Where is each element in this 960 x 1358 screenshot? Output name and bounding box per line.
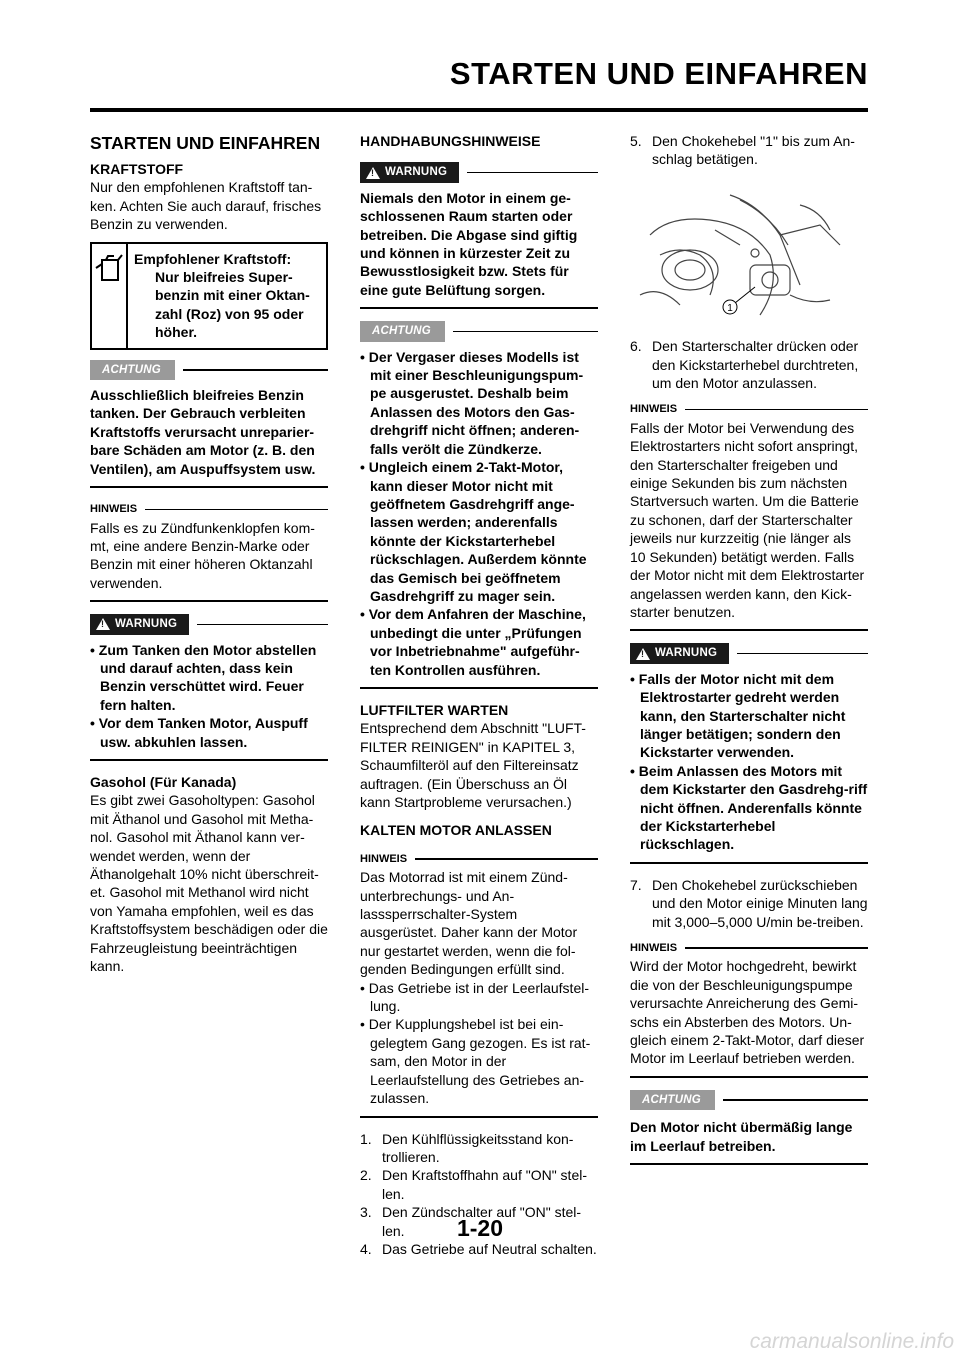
step-text: Den Chokehebel "1" bis zum An-schlag betätigen. — [652, 133, 855, 168]
page-header — [0, 0, 960, 115]
gasohol-text: Es gibt zwei Gasoholtypen: Gasohol mit Äthanol und Gasohol mit Metha-nol. Gasohol mit Äthanol kann ver-wendet werden, wenn der Äthanolgehalt 10% nicht überschreit-et. Gasohol mit Methanol wird nicht von Yamaha empfohlen, weil es das Kraftstoffsystem beschädigen oder die Fahrzeugleistung beeinträchtigen kann. — [90, 792, 328, 975]
warnung-item: • Vor dem Tanken Motor, Auspuff usw. abkuhlen lassen. — [90, 715, 308, 750]
warnung-tag — [90, 614, 189, 634]
warnung-item: • Zum Tanken den Motor abstellen und darauf achten, dass kein Benzin verschüttet wird. Feuer fern halten. — [90, 641, 317, 713]
divider — [360, 307, 598, 309]
hinweis-tag: HINWEIS — [630, 403, 678, 416]
fuel-spec-label: Empfohlener Kraftstoff: — [134, 250, 292, 267]
column-1 — [90, 132, 328, 975]
step-item — [360, 1240, 598, 1258]
divider — [630, 629, 868, 631]
handhabung-heading: HANDHABUNGSHINWEISE — [360, 133, 541, 149]
step-text: Den Starterschalter drücken oder den Kickstarterhebel durchtreten, um den Motor anzulassen. — [652, 338, 859, 392]
achtung-item: • Vor dem Anfahren der Maschine, unbedingt die unter „Prüfungen vor Inbetriebnahme" aufgeführ-ten Kontrollen ausführen. — [360, 606, 586, 678]
divider — [90, 486, 328, 488]
rule — [737, 653, 868, 655]
step-item — [630, 132, 868, 169]
kraftstoff-text: Nur den empfohlenen Kraftstoff tan-ken. Achten Sie auch darauf, frisches Benzin zu verwenden. — [90, 179, 322, 233]
rule — [685, 947, 868, 949]
hinweis-text: Falls es zu Zündfunkenklopfen kom-mt, eine andere Benzin-Marke oder Benzin mit einer höheren Oktanzahl verwenden. — [90, 519, 315, 591]
achtung-header — [360, 321, 598, 341]
luftfilter-text: Entsprechend dem Abschnitt "LUFT-FILTER REINIGEN" in KAPITEL 3, Schaumfilteröl auf den Filtereinsatz auftragen. (Ein Überschuss an Öl kann Startprobleme verursachen.) — [360, 720, 586, 810]
step-number: 7. — [630, 876, 642, 893]
step-text: Das Getriebe auf Neutral schalten. — [382, 1240, 597, 1257]
divider — [360, 1116, 598, 1118]
divider — [630, 1076, 868, 1078]
achtung-header — [90, 360, 328, 380]
hinweis-text: Das Motorrad ist mit einem Zünd-unterbrechungs- und An-lasssperrschalter-System ausgerüstet. Daher kann der Motor nur gestartet werden, wenn die fol-genden Bedingungen erfüllt sind. — [360, 869, 578, 978]
fuel-spec-value: Nur bleifreies Super-benzin mit einer Oktan-zahl (Roz) von 95 oder höher. — [155, 269, 310, 341]
warnung-header — [630, 643, 868, 663]
page-number: 1-20 — [456, 1215, 504, 1241]
warnung-label: WARNUNG — [115, 618, 178, 631]
hinweis-text: Falls der Motor bei Verwendung des Elektrostarters nicht sofort anspringt, den Starterschalter freigeben und einige Sekunden bis zum nächsten Startversuch warten. Um die Batterie zu schonen, darf der Starterschalter jeweils nur kurzzeitig (nie länger als 10 Sekunden) betätigt werden. Falls der Motor nicht mit dem Elektrostarter angelassen werden kann, den Kick-starter benutzen. — [630, 419, 865, 620]
rule — [145, 509, 328, 511]
achtung-header — [630, 1090, 868, 1110]
warning-triangle-icon — [366, 167, 380, 179]
step-item — [360, 1130, 598, 1167]
kraftstoff-heading: KRAFTSTOFF — [90, 161, 184, 177]
step-number: 4. — [360, 1240, 372, 1257]
divider — [90, 600, 328, 602]
hinweis-item: • Das Getriebe ist in der Leerlaufstel-lung. — [360, 979, 590, 1015]
warnung-header — [360, 162, 598, 182]
achtung-item: • Der Vergaser dieses Modells ist mit einer Beschleunigungspum-pe ausgerustet. Deshalb beim Anlassen des Motors den Gas-drehgriff nicht öffnen; anderen-falls verölt die Zündkerze. — [360, 348, 584, 457]
warnung-label: WARNUNG — [385, 166, 448, 179]
luftfilter-heading: LUFTFILTER WARTEN — [360, 701, 509, 718]
warnung-text: Niemals den Motor in einem ge-schlossenen Raum starten oder betreiben. Die Abgase sind giftig und können in kürzester Zeit zu Bewusstlosigkeit bzw. Stets für eine gute Belüftung sorgen. — [360, 189, 578, 298]
hinweis-header — [630, 400, 868, 418]
step-text: Den Zündschalter auf "ON" stel-len. — [382, 1204, 582, 1239]
hinweis-tag: HINWEIS — [360, 852, 408, 865]
page-title: STARTEN UND EINFAHREN — [449, 56, 868, 91]
step-item — [630, 876, 868, 931]
callout-label: 1 — [727, 302, 733, 314]
achtung-text: Den Motor nicht übermäßig lange im Leerlauf betreiben. — [630, 1119, 853, 1154]
warning-triangle-icon — [96, 618, 110, 630]
hinweis-item: • Der Kupplungshebel ist bei ein-gelegtem Gang gezogen. Es ist rat-sam, den Motor in der Leerlaufstellung des Getriebes an-zulassen. — [360, 1016, 591, 1107]
achtung-item: • Ungleich einem 2-Takt-Motor, kann dieser Motor nicht mit geöffnetem Gasdrehgriff ange-lassen werden; anderenfalls könnte der Kickstarterhebel rückschlagen. Außerdem könnte das Gemisch bei geöffnetem Gasdrehgriff zu mager sein. — [360, 459, 587, 604]
divider — [630, 1163, 868, 1165]
rule — [183, 369, 328, 371]
hinweis-header — [630, 939, 868, 957]
step-item — [360, 1166, 598, 1203]
warning-triangle-icon — [636, 648, 650, 660]
column-3 — [630, 132, 868, 1177]
achtung-tag: ACHTUNG — [360, 321, 445, 341]
header-rule — [90, 108, 868, 112]
watermark: carmanualsonline.info — [749, 1330, 954, 1353]
warnung-header — [90, 614, 328, 634]
fuel-spec-box — [90, 242, 328, 350]
gasohol-heading: Gasohol (Für Kanada) — [90, 773, 237, 790]
step-number: 2. — [360, 1167, 372, 1184]
rule — [685, 409, 868, 411]
step-text: Den Kraftstoffhahn auf "ON" stel-len. — [382, 1167, 588, 1202]
choke-lever-illustration — [630, 175, 860, 325]
divider — [360, 687, 598, 689]
rule — [197, 624, 328, 626]
hinweis-header — [90, 500, 328, 518]
divider — [630, 862, 868, 864]
fuel-can-icon — [92, 244, 128, 348]
hinweis-tag: HINWEIS — [630, 942, 678, 954]
step-number: 5. — [630, 133, 642, 149]
achtung-text: Ausschließlich bleifreies Benzin tanken. Der Gebrauch verbleiten Kraftstoffs verursacht unreparier-bare Schäden am Motor (z. B. den Ventilen), am Auspuffsystem usw. — [90, 387, 316, 477]
section-title: STARTEN UND EINFAHREN — [90, 133, 321, 153]
step-number: 3. — [360, 1204, 372, 1221]
hinweis-text: Wird der Motor hochgedreht, bewirkt die von der Beschleunigungspumpe verursachte Anreicherung des Gemi-schs ein Absterben des Motors. Un-gleich einem 2-Takt-Motor, darf dieser Motor im Leerlauf betrieben werden. — [630, 958, 865, 1067]
warnung-tag — [630, 643, 729, 663]
step-number: 1. — [360, 1130, 372, 1147]
achtung-tag: ACHTUNG — [90, 360, 175, 380]
column-2 — [360, 132, 598, 1258]
rule — [723, 1099, 868, 1101]
hinweis-header — [360, 850, 598, 868]
rule — [467, 172, 598, 174]
step-text: Den Chokehebel zurückschieben und den Motor einige Minuten lang mit 3,000–5,000 U/min be-treiben. — [652, 876, 868, 930]
rule — [415, 858, 598, 860]
step-item — [630, 337, 868, 392]
step-number: 6. — [630, 338, 642, 355]
warnung-label: WARNUNG — [655, 647, 718, 660]
achtung-tag: ACHTUNG — [630, 1090, 715, 1110]
warnung-tag — [360, 162, 459, 182]
divider — [90, 759, 328, 761]
hinweis-tag: HINWEIS — [90, 503, 138, 516]
rule — [453, 331, 598, 333]
step-text: Den Kühlflüssigkeitsstand kon-trollieren. — [382, 1130, 574, 1165]
warnung-item: • Beim Anlassen des Motors mit dem Kickstarter den Gasdrehg-riff nicht öffnen. Anderenfalls könnte der Kickstarterhebel rückschlagen. — [630, 762, 868, 853]
warnung-item: • Falls der Motor nicht mit dem Elektrostarter gedreht werden kann, den Starterschalter nicht länger betätigen; sondern den Kickstarter verwenden. — [630, 670, 846, 761]
kalt-heading: KALTEN MOTOR ANLASSEN — [360, 822, 552, 839]
